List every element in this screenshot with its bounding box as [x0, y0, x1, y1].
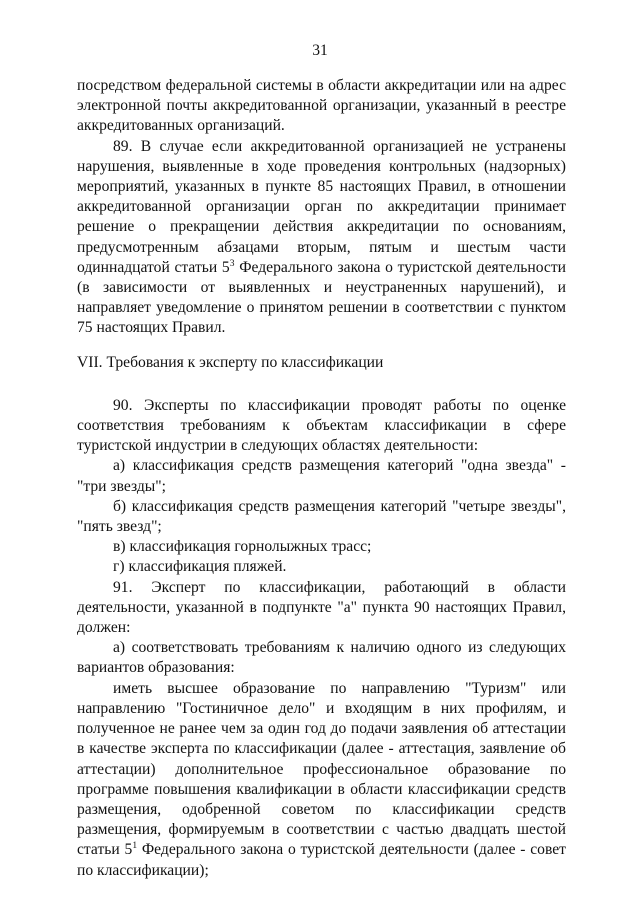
paragraph-91-a-option-1-text: иметь высшее образование по направлению "Туризм" или направлению "Гостиничное дело" и входящим в них профилям, и полученное не ранее чем за один год до подачи заявления об аттестации в качестве эксперта по классификации (далее - аттестация, заявление об аттестации) дополнительное профессиональное образование по программе повышения квалификации в области классификации средств размещения, одобренной советом по классификации средств размещения, формируемым в соответствии с частью двадцать шестой статьи 5: [77, 679, 566, 859]
paragraph-90: 90. Эксперты по классификации проводят работы по оценке соответствия требованиям к объектам классификации в сфере туристской индустрии в следующих областях деятельности:: [77, 396, 566, 455]
paragraph-91: 91. Эксперт по классификации, работающий в области деятельности, указанной в подпункте "а" пункта 90 настоящих Правил, должен:: [77, 578, 566, 637]
paragraph-89-text: 89. В случае если аккредитованной организацией не устранены нарушения, выявленные в ходе проведения контрольных (надзорных) мероприятий, указанных в пункте 85 настоящих Правил, в отношении аккредитованной организации орган по аккредитации принимает решение о прекращении действия аккредитации по основаниям, предусмотренным абзацами вторым, пятым и шестым части одиннадцатой статьи 5: [77, 137, 566, 276]
paragraph-90-b: б) классификация средств размещения категорий "четыре звезды", "пять звезд";: [77, 497, 566, 536]
document-body: [77, 76, 566, 881]
superscript-1: 1: [132, 841, 138, 852]
paragraph-91-a-option-1-tail: Федерального закона о туристской деятельности (далее - совет по классификации);: [77, 841, 566, 879]
paragraph-90-c: в) классификация горнолыжных трасс;: [113, 538, 372, 556]
page-number: 31: [312, 42, 328, 59]
section-heading: VII. Требования к эксперту по классификации: [77, 353, 384, 371]
paragraph-continuation: посредством федеральной системы в области аккредитации или на адрес электронной почты аккредитованной организации, указанный в реестре аккредитованных организаций.: [77, 77, 566, 135]
paragraph-91-a-option-1: [77, 679, 566, 881]
paragraph-89: [77, 137, 566, 339]
superscript-3: 3: [229, 258, 235, 269]
paragraph-90-d: г) классификация пляжей.: [113, 558, 287, 576]
paragraph-89-tail: Федерального закона о туристской деятельности (в зависимости от выявленных и неустраненных нарушений), и направляет уведомление о принятом решении в соответствии с пунктом 75 настоящих Правил.: [77, 258, 566, 337]
paragraph-91-a: а) соответствовать требованиям к наличию одного из следующих вариантов образования:: [77, 639, 566, 677]
paragraph-90-a: а) классификация средств размещения категорий "одна звезда" - "три звезды";: [77, 457, 566, 495]
